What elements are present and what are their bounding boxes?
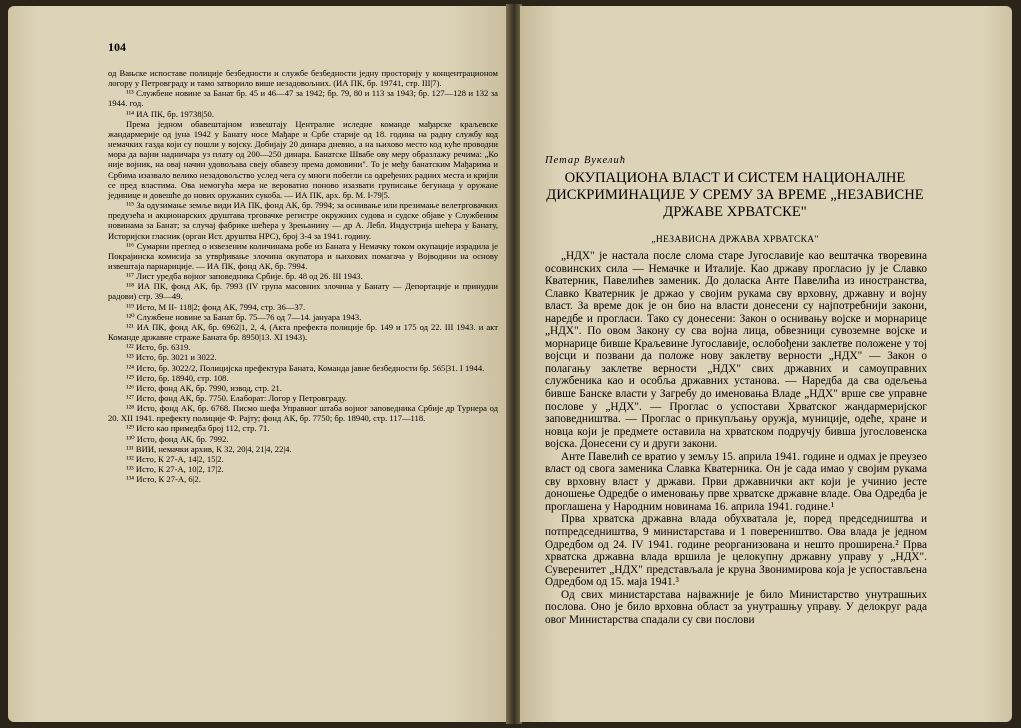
author-name: Петар Вукелић	[545, 155, 626, 166]
footnote-paragraph: ¹²⁹ Исто као примедба број 112, стр. 71.	[126, 423, 270, 434]
footnote-paragraph: ¹¹⁶ Сумарни преглед о извезеним количинама робе из Баната у Немачку током окупације израдила је Покрајинска комисија за утврђивање злочина окупатора и њихових помагача у Војводини на основу извештаја парнариције. — ИА ПК, фонд АК, бр. 7994.	[108, 240, 498, 271]
footnote-paragraph: ¹³³ Исто, К 27-А, 10|2, 17|2.	[126, 464, 224, 475]
title-line: ДИСКРИМИНАЦИЈЕ У СРЕМУ ЗА ВРЕМЕ „НЕЗАВИСНЕ	[546, 187, 924, 203]
footnote-paragraph: ¹³⁰ Исто, фонд АК, бр. 7992.	[126, 433, 229, 444]
footnote-paragraph: ¹³¹ ВИИ, немачки архив, К 32, 20|4, 21|4, 22|4.	[126, 443, 292, 454]
footnote-paragraph: ¹³⁴ Исто, К 27-А, 6|2.	[126, 474, 201, 485]
article-title	[545, 170, 925, 221]
footnote-paragraph: ¹¹⁹ Исто, М II- 118|2; фонд АК, 7994, стр. 36—37.	[126, 301, 306, 312]
article-body	[545, 250, 927, 626]
body-paragraph: „НДХ" је настала после слома старе Југославије као вештачка творевина осовинских сила — Немачке и Италије. Као државу прогласио ју је Славко Кватерник, Павелићев заменик. До доласка Анте Павелића из иностранства, Славко Кватерник је држао у својим рукама сву врховну, државну и војну власт. За време док је он био на власти донесени су најпотребнији закони, наредбе и прогласи. Тако су донесени: Закон о оснивању војске и морнарице „НДХ". По овом Закону су сва војна лица, обвезници сувоземне војске и морнарице бивше Краљевине Југославије, ослобођени заклетве положене у тој војсци и позвани да положе нову заклетву верности „НДХ" — Закон о полагању заклетве верности „НДХ" свих државних и самоуправних службеника као и особља државних установа. — Наредба да сва одељења бивше Банске власти у Загребу до именовања Владе „НДХ" врше све управне послове у „НДХ". — Проглас о успостави Хрватског жандармеријског заповедништва. — Проглас о прикупљању оружја, муниције, одеће, хране и новца који је предмете оставила на хрватском подручју бивша југословенска војска. Донесени су и други закони.	[545, 250, 927, 451]
body-paragraph: Од свих министарстава најважније је било Министарство унутрашњих послова. Оно је било врховна област за унутрашњу управу. У делокруг рада овог Министарства спадали су сви послови	[545, 588, 927, 626]
footnote-paragraph: ¹¹³ Службене новине за Банат бр. 45 и 46—47 за 1942; бр. 79, 80 и 113 за 1943; бр. 127—128 и 132 за 1944. год.	[108, 88, 498, 109]
footnote-paragraph: ¹³² Исто, К 27-А, 14|2, 15|2.	[126, 453, 224, 464]
footnote-paragraph: ¹²² Исто, бр. 6319.	[126, 342, 191, 353]
footnote-paragraph: ¹²³ Исто, бр. 3021 и 3022.	[126, 352, 217, 363]
footnote-paragraph: ¹²⁷ Исто, фонд АК, бр. 7750. Елаборат: Логор у Петровграду.	[126, 393, 347, 403]
footnote-paragraph: ¹¹⁸ ИА ПК, фонд АК, бр. 7993 (IV група масовних злочина у Банату — Депортације и принудни радови) стр. 39—49.	[108, 281, 498, 302]
footnote-paragraph: ¹¹⁴ ИА ПК, бр. 19738|50.	[126, 108, 215, 119]
footnote-paragraph: ¹²¹ ИА ПК, фонд АК, бр. 6962|1, 2, 4, (Акта префекта полиције бр. 149 и 175 од 22. III 1943. и акт Команде државне страже Баната бр. 8950|13. XI 1943).	[108, 321, 498, 343]
body-paragraph: Прва хрватска државна влада обухватала је, поред председништва и потпредседништва, 9 министарстава и 1 повереништво. Ова влада је једном Одредбом од 24. IV 1941. године реорганизована и нешто проширена.² Прва хрватска државна влада вршила је целокупну државну управу у „НДХ". Суверенитет „НДХ" представљала је круна Звонимирова која је успостављена Одредбом од 15. маја 1941.³	[545, 513, 927, 589]
title-line: ДРЖАВЕ ХРВАТСКЕ"	[663, 204, 807, 220]
footnote-paragraph: ¹¹⁷ Лист уредба војног заповедника Србије. бр. 48 од 26. III 1943.	[126, 271, 363, 282]
section-heading: „НЕЗАВИСНА ДРЖАВА ХРВАТСКА"	[651, 235, 819, 245]
footnote-paragraph: од Вањске испоставе полиције безбедности и службе безбедности једну просторију у концентрационом логору у Петровграду и тамо затворило више незадовољних. (ИА ПК, бр. 19741, стр. III|7).	[108, 68, 498, 89]
footnote-paragraph: ¹²⁸ Исто, фонд АК, бр. 6768. Писмо шефа Управног штаба војног заповедника Србије др Турнера од 20. XII 1941. префекту полиције Ф. Рајту; фонд АК, бр. 7750; бр. 18940, стр. 117—118.	[108, 403, 498, 424]
footnote-paragraph: ¹²⁶ Исто, фонд АК, бр. 7990, извод, стр. 21.	[126, 382, 282, 393]
page-number: 104	[108, 40, 126, 54]
footnote-paragraph: ¹²⁰ Службене новине за Банат бр. 75—76 од 7—14. јануара 1943.	[126, 311, 362, 322]
footnote-paragraph: ¹²⁴ Исто, бр. 3022/2, Полицијска префектура Баната, Команда јавне безбедности бр. 565|31. I 1944.	[126, 362, 485, 373]
footnote-paragraph: Према једном обавештајном извештају Централне иследне команде мађарске краљевске жандармерије од јуна 1942 у Банату носе Мађаре и Србе старије од 18. година на радну службу код немачких газда који су пошли у војску. Добијају 20 динара дневно, а на њихово место код куће проводни мора да вајни надничара уз плату од 200—250 динара. Банатске Швабе ову меру образлажу речима: „Ко није војник, на овај начин удовољава свеју обавезу према домовини". То је међу банатским Мађарима и Србима изазвало велико незадовољство услед чега су многи побегли са одређених радних места и кријли се пред властима. Ова немогућа мера не вероватно поново изазвати груписање бегунаца у оружане јединице и довешће до нових оружаних сукоба. — ИА ПК, арх. бр. М. I-79|5.	[108, 118, 498, 200]
footnote-paragraph: ¹²⁵ Исто, бр. 18940, стр. 108.	[126, 372, 229, 383]
title-line: ОКУПАЦИОНА ВЛАСТ И СИСТЕМ НАЦИОНАЛНЕ	[564, 170, 906, 186]
footnotes	[108, 68, 498, 484]
body-paragraph: Анте Павелић се вратио у земљу 15. априла 1941. године и одмах је преузео власт од свога заменика Славка Кватерника. Он је сада имао у својим рукама сву врховну власт у држави. Први државнички акт који је учинио јесте доношење Одредбе о именовању прве хрватске државне владе. Ова Одредба је проглашена у Народним новинама 16. априла 1941. године.¹	[545, 450, 927, 513]
footnote-paragraph: ¹¹⁵ За одузимање земље види ИА ПК, фонд АК, бр. 7994; за оснивање или презимање велетрговачких предузећа и акционарских друштава трговачке регистре окружних судова и судске објаве у Службеним новинама за Банат; за случај фабрике шећера у Зрењанину — др А. Лебл. Индустрија шећера у Банату, Историјски гласник (орган Ист. друштва НРС), број 3-4 за 1941. годину.	[108, 200, 498, 241]
